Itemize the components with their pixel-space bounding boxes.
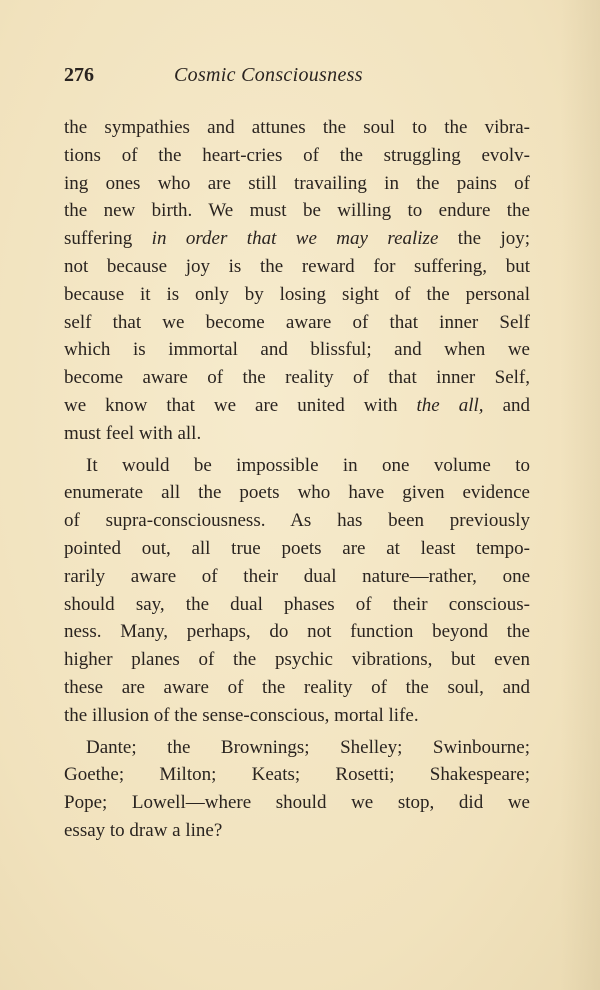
text-segment: the sympathies and attunes the soul to the vibra- — [64, 117, 530, 138]
text-segment: It would be impossible in one volume to — [86, 454, 530, 476]
text-line — [64, 646, 530, 674]
text-line — [64, 114, 530, 142]
text-line — [64, 142, 530, 170]
text-segment: ness. Many, perhaps, do not function beyond the — [64, 621, 530, 643]
text-line — [64, 591, 530, 619]
text-segment: which is immortal and blissful; and when we — [64, 339, 530, 361]
text-line — [64, 702, 530, 730]
text-segment: Dante; the Brownings; Shelley; Swinbourne; — [86, 736, 530, 758]
text-segment: rarily aware of their dual nature—rather, one — [64, 565, 530, 587]
text-segment: these are aware of the reality of the soul, and — [64, 676, 530, 698]
text-line — [64, 197, 530, 225]
page-number: 276 — [64, 64, 94, 86]
text-segment: not because joy is the reward for suffering, but — [64, 255, 530, 277]
text-segment: become aware of the reality of that inner Self, — [64, 367, 530, 389]
page-body — [64, 114, 530, 845]
text-line — [64, 817, 530, 845]
text-segment: we know that we are united with — [64, 394, 417, 416]
text-line — [64, 452, 530, 480]
page-header — [64, 64, 534, 94]
text-line — [64, 563, 530, 591]
text-line — [64, 170, 530, 198]
text-segment: should say, the dual phases of their conscious- — [64, 593, 530, 615]
text-segment: tions of the heart-cries of the struggling evolv- — [64, 144, 530, 166]
paragraph — [64, 114, 530, 448]
text-line — [64, 618, 530, 646]
text-line — [64, 225, 530, 253]
text-segment: of supra-consciousness. As has been previously — [64, 510, 530, 532]
running-title: Cosmic Consciousness — [174, 64, 363, 86]
text-line — [64, 281, 530, 309]
text-segment: the illusion of the sense-conscious, mortal life. — [64, 704, 419, 726]
paragraph — [64, 734, 530, 845]
text-line — [64, 789, 530, 817]
text-line — [64, 507, 530, 535]
text-line — [64, 336, 530, 364]
text-segment: suffering — [64, 228, 152, 250]
text-segment: Pope; Lowell—where should we stop, did we — [64, 792, 530, 814]
text-segment: self that we become aware of that inner Self — [64, 311, 530, 333]
text-segment: pointed out, all true poets are at least tempo- — [64, 537, 530, 559]
text-line — [64, 309, 530, 337]
text-segment: enumerate all the poets who have given evidence — [64, 482, 530, 504]
text-line — [64, 535, 530, 563]
page-edge-shadow — [560, 0, 600, 990]
italic-text: the all, — [416, 394, 484, 416]
text-line — [64, 734, 530, 762]
text-line — [64, 420, 530, 448]
text-segment: ing ones who are still travailing in the pains of — [64, 172, 530, 194]
paragraph — [64, 452, 530, 730]
text-line — [64, 479, 530, 507]
text-segment: because it is only by losing sight of the personal — [64, 283, 530, 305]
text-line — [64, 253, 530, 281]
text-segment: the new birth. We must be willing to endure the — [64, 200, 530, 222]
text-line — [64, 392, 530, 420]
text-line — [64, 761, 530, 789]
italic-text: in order that we may realize — [151, 228, 439, 250]
text-segment: Goethe; Milton; Keats; Rosetti; Shakespeare; — [64, 764, 530, 786]
text-line — [64, 674, 530, 702]
text-segment: and — [483, 394, 531, 416]
text-line — [64, 364, 530, 392]
text-segment: essay to draw a line? — [64, 819, 223, 841]
text-segment: must feel with all. — [64, 422, 202, 444]
text-segment: the joy; — [438, 228, 530, 250]
text-segment: higher planes of the psychic vibrations, but even — [64, 649, 530, 671]
